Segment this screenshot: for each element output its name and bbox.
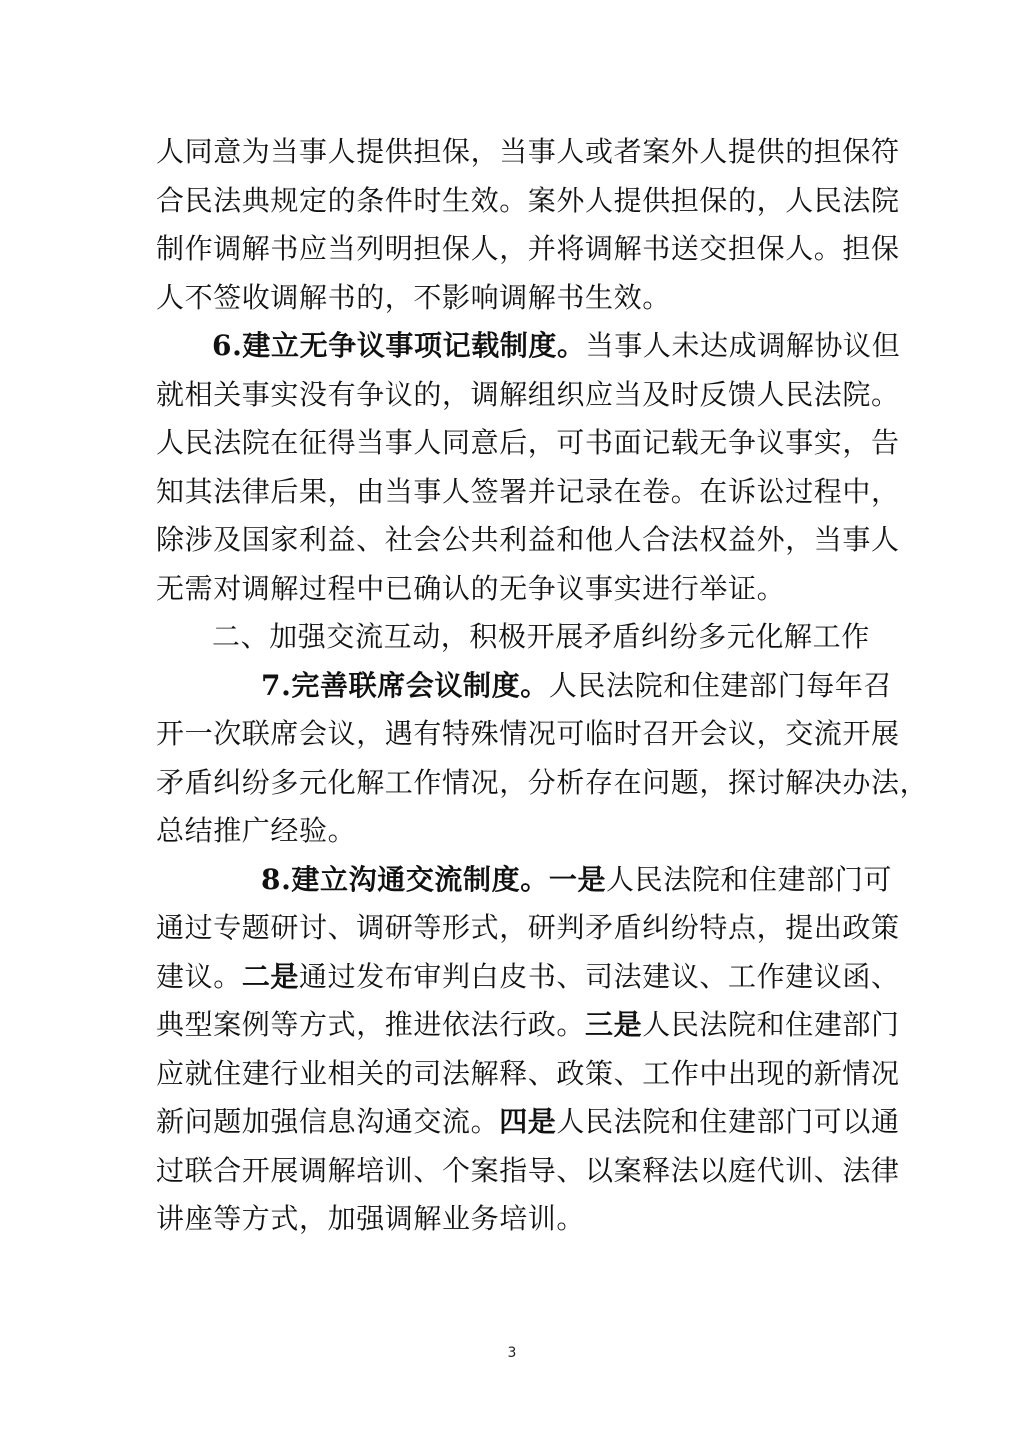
item-6-first-line <box>156 322 901 371</box>
point-label: 四是 <box>499 1105 557 1138</box>
body-text-line: 应就住建行业相关的司法解释、政策、工作中出现的新情况 <box>156 1056 900 1090</box>
item-6-heading: 6.建立无争议事项记载制度。 <box>212 329 586 362</box>
body-text: 通过发布审判白皮书、司法建议、工作建议函、 <box>299 959 900 993</box>
section-heading: 二、加强交流互动，积极开展矛盾纠纷多元化解工作 <box>212 620 870 653</box>
body-text-line: 人不签收调解书的，不影响调解书生效。 <box>156 280 671 314</box>
body-text: 人民法院和住建部门每年召 <box>548 668 893 702</box>
item-7-heading: 7.完善联席会议制度。 <box>261 668 549 702</box>
body-text: 建议。 <box>156 959 242 993</box>
body-text-line: 开一次联席会议，遇有特殊情况可临时召开会议，交流开展 <box>156 717 900 750</box>
body-text-line <box>156 1001 900 1050</box>
body-text-line: 无需对调解过程中已确认的无争议事实进行举证。 <box>156 571 786 605</box>
body-text-line: 矛盾纠纷多元化解工作情况，分析存在问题，探讨解决办法， <box>156 765 929 799</box>
point-label: 二是 <box>241 959 300 993</box>
body-text-line: 就相关事实没有争议的，调解组织应当及时反馈人民法院。 <box>156 377 900 411</box>
body-text: 新问题加强信息沟通交流。 <box>156 1105 500 1138</box>
page-number: 3 <box>507 1345 517 1361</box>
body-text: 当事人未达成调解协议但 <box>585 329 901 362</box>
item-8-heading: 8.建立沟通交流制度。 <box>261 862 549 896</box>
body-text-line: 制作调解书应当列明担保人，并将调解书送交担保人。担保 <box>156 232 900 265</box>
item-7-first-line <box>156 662 893 711</box>
body-text-line: 合民法典规定的条件时生效。案外人提供担保的，人民法院 <box>156 183 900 217</box>
body-text-line: 除涉及国家利益、社会公共利益和他人合法权益外，当事人 <box>156 523 900 556</box>
item-8-first-line <box>156 856 893 905</box>
body-text-line: 过联合开展调解培训、个案指导、以案释法以庭代训、法律 <box>156 1153 900 1187</box>
point-label: 一是 <box>548 862 607 896</box>
body-text-line: 总结推广经验。 <box>156 814 357 847</box>
body-text: 人民法院和住建部门可以通 <box>556 1105 900 1138</box>
body-text-line: 人民法院在征得当事人同意后，可书面记载无争议事实，告 <box>156 426 900 459</box>
document-body <box>156 128 929 1244</box>
body-text-line <box>156 1098 900 1147</box>
point-label: 三是 <box>585 1008 643 1041</box>
body-text: 人民法院和住建部门可 <box>606 862 893 896</box>
body-text: 典型案例等方式，推进依法行政。 <box>156 1008 586 1041</box>
body-text-line: 知其法律后果，由当事人签署并记录在卷。在诉讼过程中， <box>156 474 900 508</box>
body-text-line <box>156 953 900 1002</box>
body-text-line: 讲座等方式，加强调解业务培训。 <box>156 1202 586 1235</box>
body-text-line: 人同意为当事人提供担保，当事人或者案外人提供的担保符 <box>156 135 900 168</box>
body-text: 人民法院和住建部门 <box>642 1008 900 1041</box>
body-text-line: 通过专题研讨、调研等形式，研判矛盾纠纷特点，提出政策 <box>156 911 900 944</box>
